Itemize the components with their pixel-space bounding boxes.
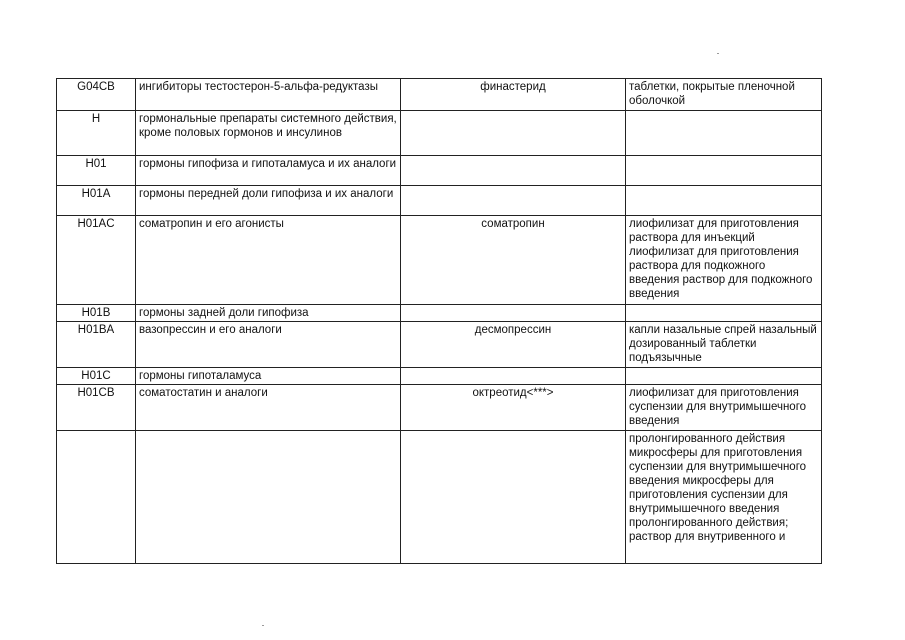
group-name-cell [136, 431, 401, 564]
inn-cell [401, 431, 626, 564]
atc-code-cell [57, 431, 136, 564]
inn-cell [401, 305, 626, 322]
table-row [57, 186, 822, 216]
table-row [57, 322, 822, 368]
table-row [57, 111, 822, 156]
group-name-cell: гормоны гипофиза и гипоталамуса и их аналоги [136, 156, 401, 186]
table-row [57, 431, 822, 564]
inn-cell: октреотид<***> [401, 385, 626, 431]
atc-code-cell: H01B [57, 305, 136, 322]
drug-classification-table [56, 78, 822, 564]
dosage-form-cell: лиофилизат для приготовления раствора для инъекций лиофилизат для приготовления раствора для подкожного введения раствор для подкожного введения [626, 216, 822, 305]
atc-code-cell: H01BA [57, 322, 136, 368]
dosage-form-cell [626, 156, 822, 186]
table-row [57, 385, 822, 431]
table-row [57, 305, 822, 322]
table-row [57, 216, 822, 305]
dosage-form-cell [626, 368, 822, 385]
group-name-cell: ингибиторы тестостерон-5-альфа-редуктазы [136, 79, 401, 111]
inn-cell: финастерид [401, 79, 626, 111]
table-row [57, 79, 822, 111]
group-name-cell: соматостатин и аналоги [136, 385, 401, 431]
scan-speck [717, 53, 719, 54]
inn-cell [401, 111, 626, 156]
group-name-cell: гормоны гипоталамуса [136, 368, 401, 385]
inn-cell [401, 368, 626, 385]
inn-cell [401, 186, 626, 216]
dosage-form-cell [626, 111, 822, 156]
group-name-cell: вазопрессин и его аналоги [136, 322, 401, 368]
atc-code-cell: G04CB [57, 79, 136, 111]
inn-cell: соматропин [401, 216, 626, 305]
table-row [57, 156, 822, 186]
dosage-form-cell [626, 186, 822, 216]
atc-code-cell: H01CB [57, 385, 136, 431]
group-name-cell: соматропин и его агонисты [136, 216, 401, 305]
atc-code-cell: H01C [57, 368, 136, 385]
dosage-form-cell: лиофилизат для приготовления суспензии для внутримышечного введения [626, 385, 822, 431]
inn-cell [401, 156, 626, 186]
group-name-cell: гормоны передней доли гипофиза и их аналоги [136, 186, 401, 216]
group-name-cell: гормоны задней доли гипофиза [136, 305, 401, 322]
dosage-form-cell: таблетки, покрытые пленочной оболочкой [626, 79, 822, 111]
dosage-form-cell [626, 305, 822, 322]
dosage-form-cell: капли назальные спрей назальный дозированный таблетки подъязычные [626, 322, 822, 368]
atc-code-cell: H01A [57, 186, 136, 216]
scan-speck [262, 625, 264, 626]
atc-code-cell: H01AC [57, 216, 136, 305]
table-row [57, 368, 822, 385]
inn-cell: десмопрессин [401, 322, 626, 368]
atc-code-cell: H [57, 111, 136, 156]
atc-code-cell: H01 [57, 156, 136, 186]
group-name-cell: гормональные препараты системного действия, кроме половых гормонов и инсулинов [136, 111, 401, 156]
dosage-form-cell: пролонгированного действия микросферы для приготовления суспензии для внутримышечного введения микросферы для приготовления суспензии для внутримышечного введения пролонгированного действия; раствор для внутривенного и [626, 431, 822, 564]
